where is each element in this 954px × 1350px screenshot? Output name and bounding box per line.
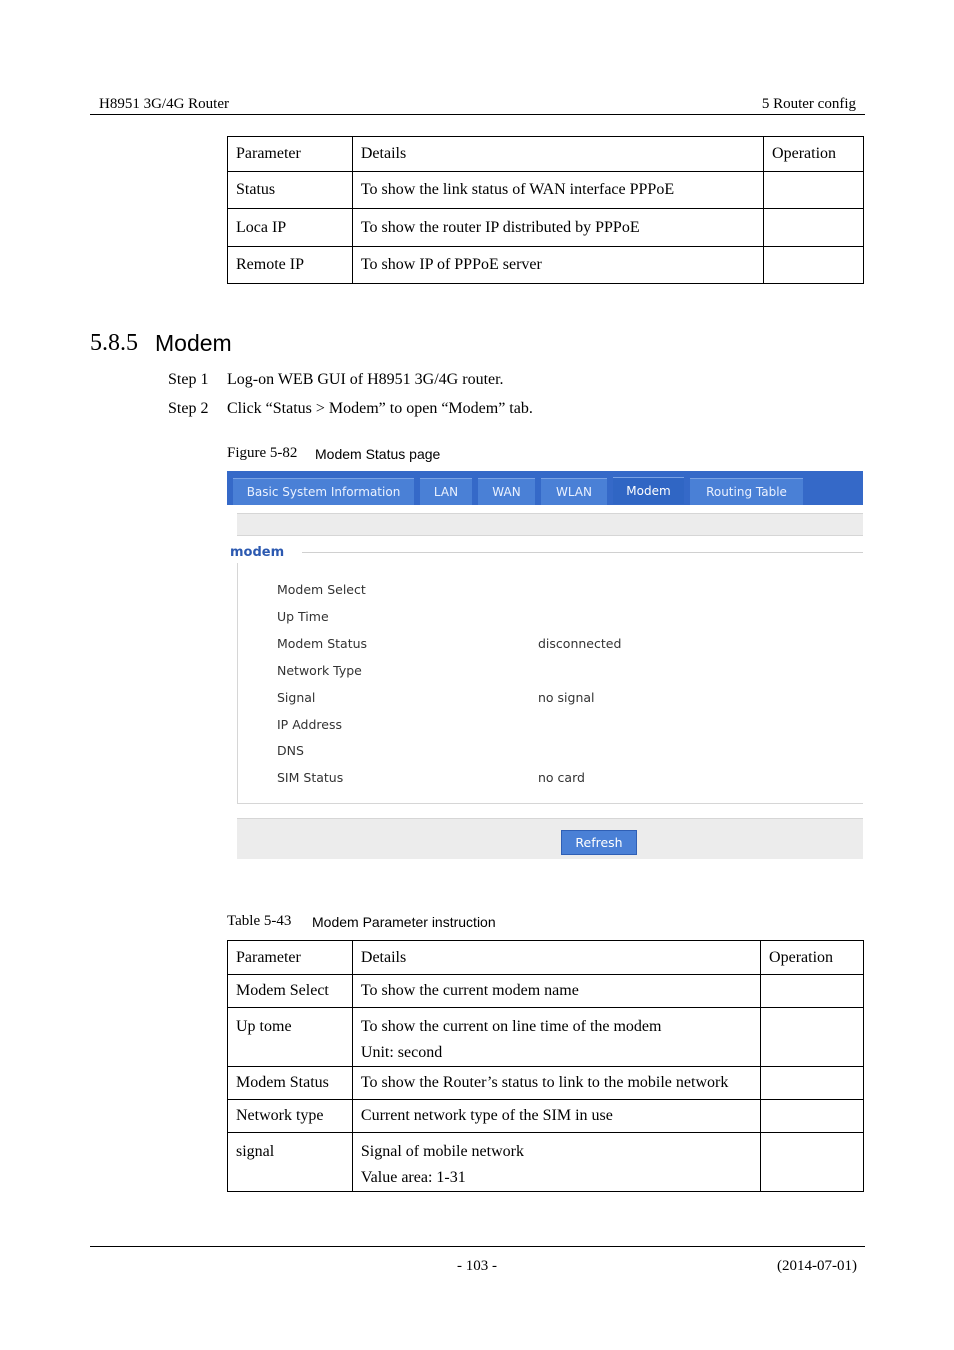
param-cell — [228, 1133, 353, 1192]
step-2-label: Step 2 — [168, 400, 209, 417]
footer-rule — [90, 1246, 865, 1247]
field-value-modem-status: disconnected — [538, 636, 622, 651]
table-row — [228, 209, 864, 247]
operation-cell — [761, 975, 864, 1008]
operation-cell — [764, 209, 864, 247]
header-cell: Parameter — [228, 941, 353, 975]
page-number: - 103 - — [457, 1258, 497, 1274]
details-cell: To show IP of PPPoE server — [352, 247, 763, 284]
field-label-dns: DNS — [277, 743, 304, 758]
section-title: Modem — [155, 330, 232, 356]
details-cell: To show the link status of WAN interface PPPoE — [352, 172, 763, 209]
field-label-ip-address: IP Address — [277, 717, 342, 732]
table-row — [228, 1100, 864, 1133]
step-1-text: Log-on WEB GUI of H8951 3G/4G router. — [227, 371, 504, 388]
field-value-sim-status: no card — [538, 770, 585, 785]
tab-modem[interactable]: Modem — [613, 477, 684, 504]
details-cell — [352, 1133, 760, 1192]
modem-section-rule — [302, 552, 863, 553]
step-2-text: Click “Status > Modem” to open “Modem” tab. — [227, 400, 533, 417]
operation-cell — [761, 1067, 864, 1100]
section-number: 5.8.5 — [90, 330, 138, 356]
tab-lan[interactable]: LAN — [420, 478, 472, 505]
table-row — [228, 1133, 864, 1192]
param-text: signal — [236, 1143, 275, 1160]
param-cell — [228, 1008, 353, 1067]
button-bar — [237, 818, 863, 859]
toolbar-strip — [237, 513, 863, 536]
table-row — [228, 975, 864, 1008]
param-cell: Network type — [228, 1100, 353, 1133]
table-row — [228, 1067, 864, 1100]
param-text: Up tome — [236, 1018, 292, 1035]
details-cell: To show the current modem name — [352, 975, 760, 1008]
header-cell: Operation — [761, 941, 864, 975]
table-caption-title: Modem Parameter instruction — [312, 914, 496, 930]
doc-header-title: H8951 3G/4G Router — [99, 96, 229, 112]
param-cell: Modem Select — [228, 975, 353, 1008]
param-cell: Remote IP — [228, 247, 353, 284]
table-row — [228, 172, 864, 209]
details-line: Signal of mobile network — [360, 1143, 524, 1160]
header-cell: Operation — [764, 137, 864, 172]
modem-status-screenshot — [227, 471, 863, 861]
modem-section-title: modem — [230, 545, 285, 560]
header-cell: Details — [352, 137, 763, 172]
step-1-label: Step 1 — [168, 371, 209, 388]
details-cell — [352, 1008, 760, 1067]
field-label-modem-select: Modem Select — [277, 582, 366, 597]
table-header-row — [228, 941, 864, 975]
operation-cell — [764, 172, 864, 209]
operation-cell — [764, 247, 864, 284]
header-cell: Parameter — [228, 137, 353, 172]
modem-info-panel — [237, 563, 863, 804]
tab-wlan[interactable]: WLAN — [541, 478, 607, 505]
operation-cell — [761, 1100, 864, 1133]
header-rule — [90, 114, 865, 115]
table-row — [228, 1008, 864, 1067]
field-label-up-time: Up Time — [277, 609, 329, 624]
tab-bar — [227, 471, 863, 505]
figure-title: Modem Status page — [315, 446, 441, 462]
header-cell: Details — [352, 941, 760, 975]
tab-basic-system-information[interactable]: Basic System Information — [233, 478, 414, 505]
table-row — [228, 247, 864, 284]
param-cell: Loca IP — [228, 209, 353, 247]
field-label-signal: Signal — [277, 690, 316, 705]
details-cell: To show the Router’s status to link to the mobile network — [352, 1067, 760, 1100]
doc-header-chapter: 5 Router config — [761, 96, 856, 112]
details-line: Unit: second — [360, 1044, 443, 1061]
param-cell: Modem Status — [228, 1067, 353, 1100]
footer-date: (2014-07-01) — [777, 1258, 857, 1274]
table-header-row — [228, 137, 864, 172]
field-label-modem-status: Modem Status — [277, 636, 368, 651]
refresh-button[interactable]: Refresh — [561, 830, 637, 855]
field-value-signal: no signal — [538, 690, 595, 705]
field-label-network-type: Network Type — [277, 663, 362, 678]
tab-wan[interactable]: WAN — [478, 478, 535, 505]
field-label-sim-status: SIM Status — [277, 770, 344, 785]
details-cell: Current network type of the SIM in use — [352, 1100, 760, 1133]
figure-label: Figure 5-82 — [227, 445, 298, 461]
tab-routing-table[interactable]: Routing Table — [690, 478, 803, 505]
details-line: Value area: 1-31 — [360, 1169, 466, 1186]
table-caption-label: Table 5-43 — [227, 913, 292, 929]
details-line: To show the current on line time of the modem — [360, 1018, 662, 1035]
details-cell: To show the router IP distributed by PPPoE — [352, 209, 763, 247]
modem-parameter-table — [227, 940, 864, 1192]
pppoe-parameter-table — [227, 136, 864, 284]
param-cell: Status — [228, 172, 353, 209]
operation-cell — [761, 1008, 864, 1067]
operation-cell — [761, 1133, 864, 1192]
